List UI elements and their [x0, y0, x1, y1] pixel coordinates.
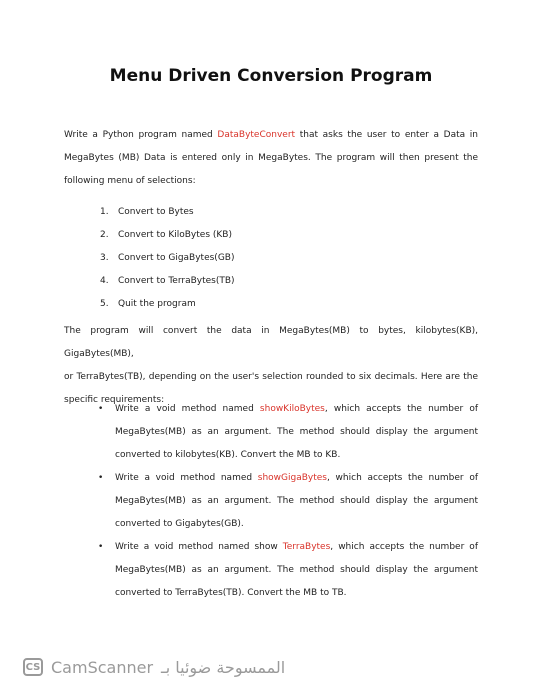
list-number: 1.: [100, 207, 109, 217]
page-title: Menu Driven Conversion Program: [109, 66, 433, 86]
requirement-item: [98, 536, 478, 605]
intro-paragraph: [64, 124, 478, 193]
list-item: [100, 247, 235, 270]
list-item: [100, 224, 235, 247]
requirement-text: , which accepts the number of: [330, 542, 478, 552]
requirement-line: [115, 398, 478, 421]
method-name-highlight: showGigaBytes: [257, 473, 327, 483]
list-item: [100, 201, 235, 224]
bullet-dot-icon: •: [98, 542, 104, 552]
list-number: 4.: [100, 276, 109, 286]
desc-line-3: specific requirements:: [64, 395, 165, 405]
list-number: 3.: [100, 253, 109, 263]
camscanner-logo-icon: CS: [23, 658, 43, 676]
requirement-line: [115, 536, 478, 559]
intro-text: that asks the user to enter a Data in: [295, 130, 478, 140]
desc-line-1: The program will convert the data in MegaBytes(MB) to bytes, kilobytes(KB), GigaBytes(MB),: [64, 326, 478, 359]
list-text: Quit the program: [118, 299, 196, 309]
list-text: Convert to Bytes: [118, 207, 194, 217]
intro-text: Write a Python program named: [64, 130, 218, 140]
method-name-highlight: TerraBytes: [282, 542, 331, 552]
menu-list: [100, 201, 235, 316]
watermark-arabic-text: الممسوحة ضوئيا بـ: [161, 657, 286, 677]
requirement-text: Write a void method named show: [115, 542, 283, 552]
list-item: [100, 270, 235, 293]
requirement-line: [115, 467, 478, 490]
requirement-line: MegaBytes(MB) as an argument. The method should display the argument: [115, 496, 478, 506]
requirement-item: [98, 467, 478, 536]
list-number: 2.: [100, 230, 109, 240]
requirement-line: converted to TerraBytes(TB). Convert the MB to TB.: [115, 588, 347, 598]
camscanner-watermark: [23, 656, 285, 678]
watermark-brand: CamScanner: [51, 657, 154, 677]
intro-line-1: [64, 124, 478, 147]
requirement-line: MegaBytes(MB) as an argument. The method should display the argument: [115, 427, 478, 437]
intro-line-3: following menu of selections:: [64, 176, 196, 186]
requirement-text: Write a void method named: [115, 404, 260, 414]
list-item: [100, 293, 235, 316]
requirement-line: converted to kilobytes(KB). Convert the MB to KB.: [115, 450, 341, 460]
list-text: Convert to KiloBytes (KB): [118, 230, 232, 240]
program-name-highlight: DataByteConvert: [217, 130, 296, 140]
list-text: Convert to TerraBytes(TB): [118, 276, 235, 286]
method-name-highlight: showKiloBytes: [259, 404, 325, 414]
intro-line-2: MegaBytes (MB) Data is entered only in MegaBytes. The program will then present the: [64, 153, 478, 163]
requirement-line: converted to Gigabytes(GB).: [115, 519, 244, 529]
requirement-text: Write a void method named: [115, 473, 258, 483]
list-number: 5.: [100, 299, 109, 309]
requirements-list: [98, 398, 478, 605]
requirement-text: , which accepts the number of: [327, 473, 478, 483]
desc-line-2: or TerraBytes(TB), depending on the user's selection rounded to six decimals. Here are the: [64, 372, 478, 382]
requirement-line: MegaBytes(MB) as an argument. The method should display the argument: [115, 565, 478, 575]
requirement-item: [98, 398, 478, 467]
list-text: Convert to GigaBytes(GB): [118, 253, 235, 263]
requirement-text: , which accepts the number of: [324, 404, 478, 414]
bullet-dot-icon: •: [98, 473, 104, 483]
bullet-dot-icon: •: [98, 404, 104, 414]
